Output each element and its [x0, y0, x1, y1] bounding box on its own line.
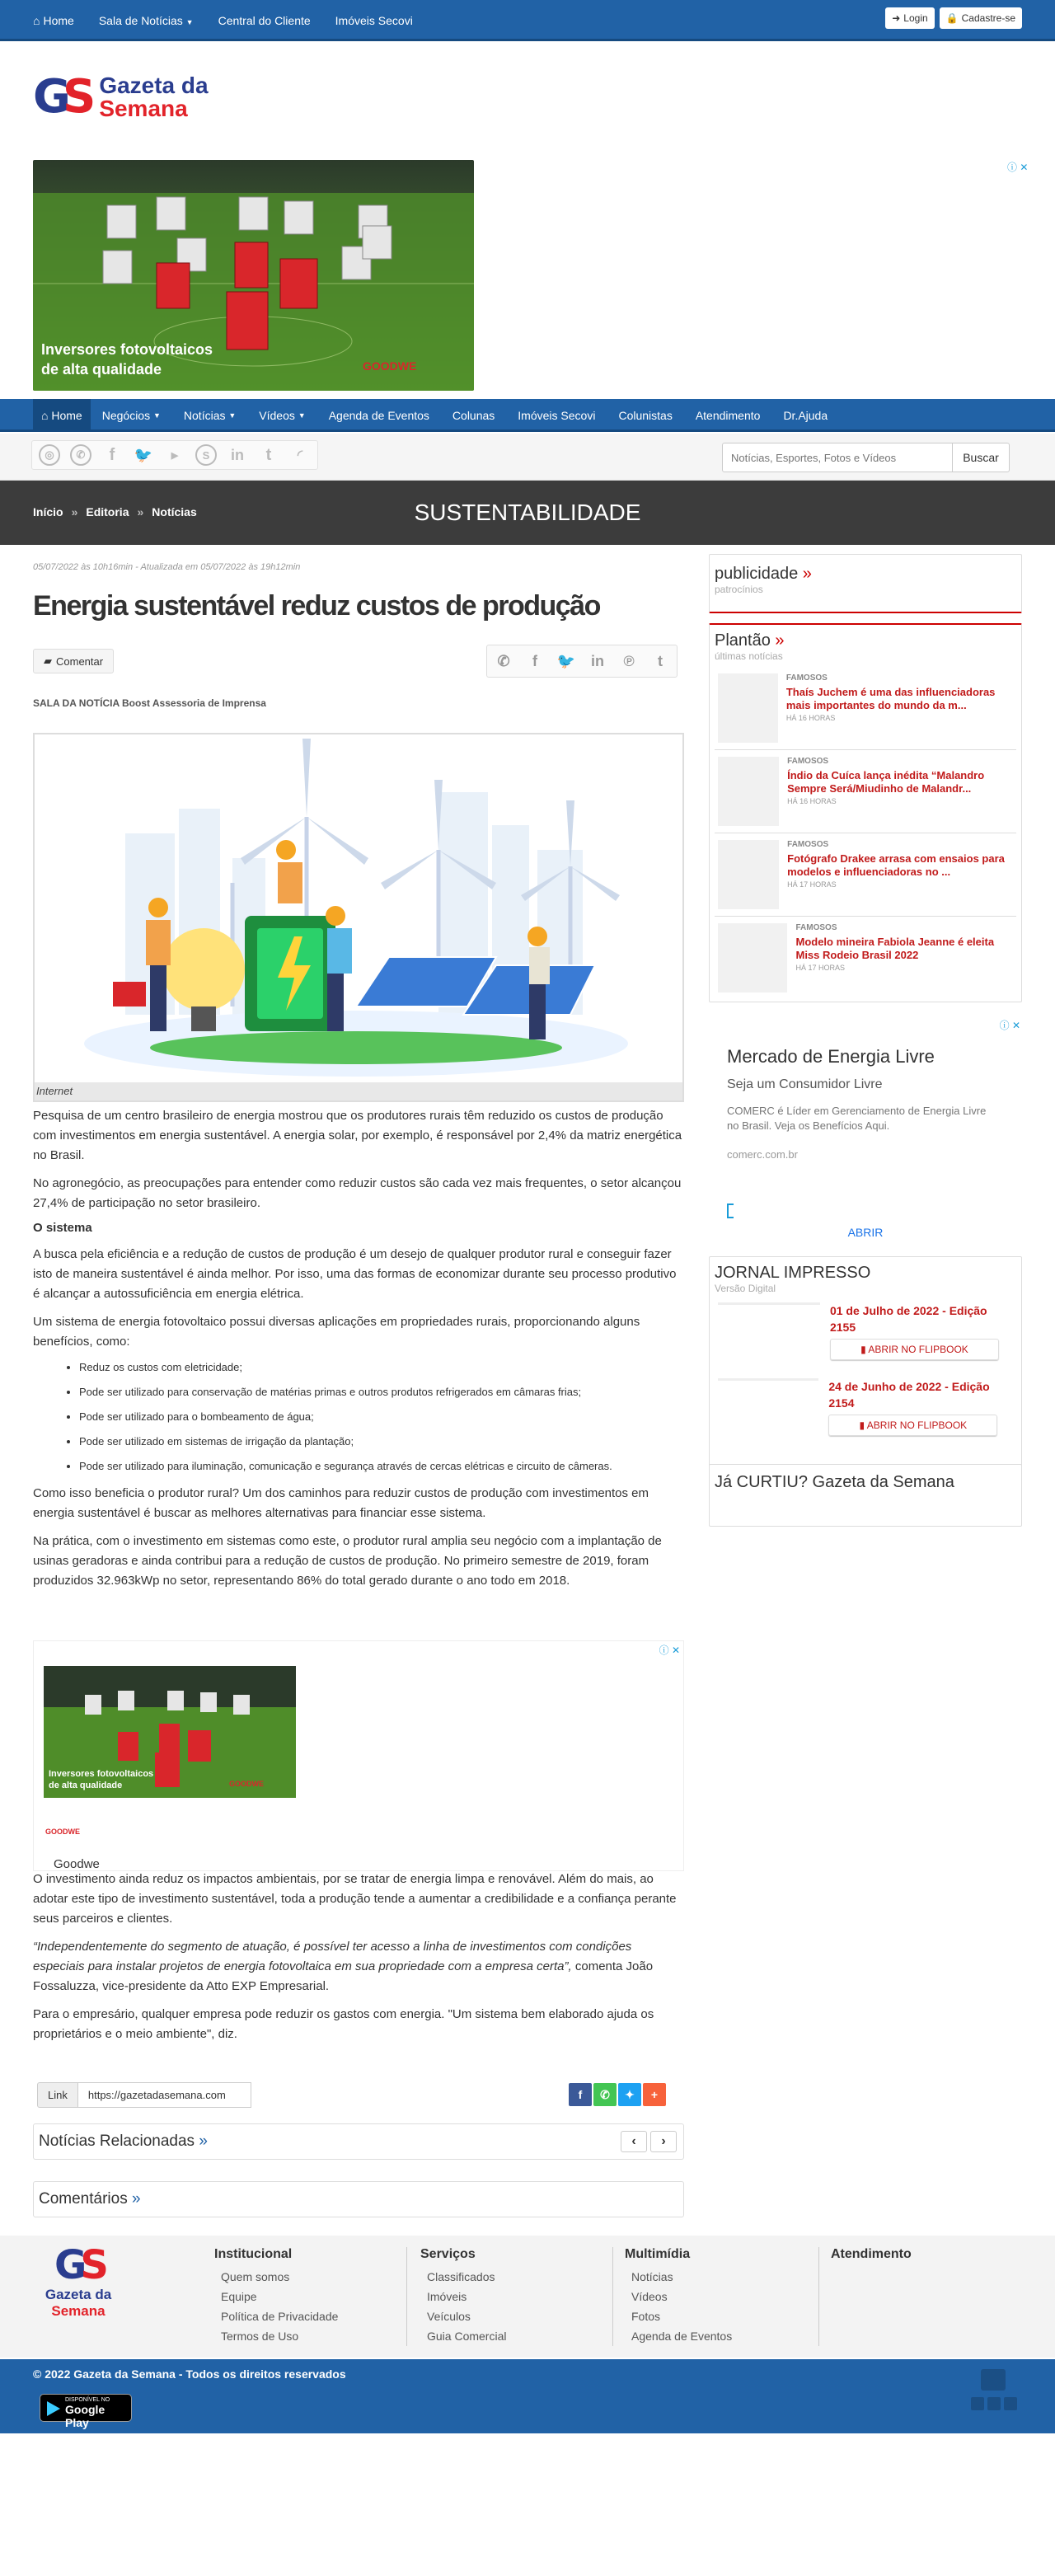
instagram-icon[interactable]: ◎	[39, 444, 60, 466]
list-item: • Pode ser utilizado em sistemas de irrigação da plantação;	[79, 1434, 684, 1449]
publicidade-title: publicidade	[715, 565, 799, 583]
news-headline: Fotógrafo Drakee arrasa com ensaios para modelos e influenciadoras no ...	[787, 852, 1005, 878]
copyright-text: © 2022 Gazeta da Semana - Todos os direitos reservados	[33, 2367, 346, 2381]
paragraph: O investimento ainda reduz os impactos ambientais, por se tratar de energia limpa e renovável. Além do mais, ao adotar este tipo de investimento sustentável, toda a produção tende a aumentar a credibilidade e a confiança perante seus parceiros e clientes.	[33, 1872, 677, 1926]
list-item: • Pode ser utilizado para iluminação, comunicação e segurança através de cercas elétricas e circuito de câmeras.	[79, 1459, 684, 1474]
article-image	[33, 733, 684, 1102]
adchoices-icon[interactable]: ⓘ ✕	[1007, 162, 1029, 173]
main-nav-videos[interactable]: Vídeos ▼	[259, 409, 306, 422]
chevron-right-icon: »	[775, 631, 785, 650]
news-category: FAMOSOS	[787, 840, 829, 849]
main-nav-agenda[interactable]: Agenda de Eventos	[328, 409, 429, 422]
ad-brand: GOODWE	[229, 1780, 264, 1788]
twitter-icon[interactable]: 🐦	[556, 652, 576, 669]
whatsapp-share-icon[interactable]: ✆	[593, 2083, 617, 2106]
list-item[interactable]	[715, 917, 1016, 999]
signup-button[interactable]: 🔒 Cadastre-se	[940, 7, 1022, 29]
paragraph: Na prática, com o investimento em sistemas como este, o produtor rural amplia seu negócio com a implantação de usinas geradoras e ainda contribui para a redução de custos de produção. No primeiro semestre de 2019, foram produzidos 32.963kWp no setor, representando 86% do total gerado durante o ano todo em 2018.	[33, 1534, 662, 1588]
top-nav-central-do-cliente[interactable]: Central do Cliente	[218, 14, 311, 27]
search-button[interactable]: Buscar	[952, 443, 1010, 472]
login-icon: ➜	[892, 12, 901, 24]
top-bar	[0, 0, 1055, 41]
footer-link[interactable]: Veículos	[427, 2310, 471, 2323]
news-time: HÁ 17 HORAS	[787, 880, 837, 889]
article-body	[33, 1106, 684, 1599]
quote: “Independentemente do segmento de atuação, é possível ter acesso a linha de investimentos com condições especiais para instalar projetos de energia fotovoltaica em sua propriedade com a empresa certa”,	[33, 1940, 632, 1973]
more-share-icon[interactable]: +	[643, 2083, 666, 2106]
adchoices-icon[interactable]: ⓘ ✕	[659, 1645, 680, 1656]
share-icons	[486, 645, 678, 678]
quote-attribution: comenta João Fossaluzza, vice-presidente da Atto EXP Empresarial.	[33, 1959, 654, 1993]
footer-brand-1: Gazeta da	[45, 2287, 112, 2302]
main-nav-colunas[interactable]: Colunas	[452, 409, 495, 422]
link-box	[37, 2082, 251, 2108]
article-title: Energia sustentável reduz custos de produção	[33, 590, 600, 622]
twitter-icon[interactable]: 🐦	[134, 446, 153, 463]
news-time: HÁ 16 HORAS	[785, 714, 836, 722]
file-icon: ▮	[860, 1344, 866, 1355]
main-nav-noticias[interactable]: Notícias ▼	[183, 409, 237, 422]
file-icon: ▮	[859, 1419, 865, 1431]
paragraph: A busca pela eficiência e a redução de custos de produção é um desejo de qualquer produtor rural e conseguir fazer isto de maneira sustentável é ainda melhor. Por isso, uma das formas de economizar durante seu processo produtivo é alcançar a autossuficiência em energia elétrica.	[33, 1247, 677, 1301]
top-ad-banner[interactable]	[33, 160, 474, 391]
related-title: Notícias Relacionadas	[39, 2133, 195, 2150]
caret-down-icon: ▼	[228, 411, 237, 420]
footer-col-servicos: Serviços Classificados Imóveis Veículos Guia Comercial	[420, 2247, 618, 2346]
social-icons	[31, 440, 318, 470]
main-nav	[0, 399, 1055, 432]
main-nav-drajuda[interactable]: Dr.Ajuda	[783, 409, 828, 422]
list-item[interactable]	[715, 750, 1016, 833]
breadcrumb-editoria[interactable]: Editoria	[86, 505, 129, 518]
footer-col-multimidia: Multimídia Notícias Vídeos Fotos Agenda de Eventos	[625, 2247, 823, 2346]
home-icon: ⌂	[41, 409, 52, 422]
news-headline: Índio da Cuíca lança inédita “Malandro Sempre Será/Miudinho de Malandr...	[787, 769, 985, 795]
sidebar-ad-title: Mercado de Energia Livre	[727, 1046, 935, 1067]
main-nav-home[interactable]: ⌂ Home	[33, 399, 91, 432]
google-play-icon	[47, 2401, 60, 2416]
news-headline: Modelo mineira Fabiola Jeanne é eleita Miss Rodeio Brasil 2022	[795, 936, 995, 961]
inline-ad[interactable]	[33, 1640, 684, 1871]
inverter-ad-image	[33, 160, 474, 391]
chevron-right-icon: »	[199, 2133, 208, 2150]
ad-text-1: Inversores fotovoltaicos	[41, 341, 213, 358]
publicidade-box	[709, 554, 1022, 613]
edition-item[interactable]	[715, 1294, 1016, 1370]
news-thumbnail	[718, 840, 779, 909]
footer-link[interactable]: Guia Comercial	[427, 2330, 507, 2343]
top-nav-home[interactable]: ⌂ Home	[33, 14, 74, 27]
list-item: • Reduz os custos com eletricidade;	[79, 1360, 684, 1375]
search-input[interactable]	[722, 443, 953, 472]
section-title: SUSTENTABILIDADE	[414, 500, 641, 525]
inline-ad-advertiser: Goodwe	[54, 1857, 100, 1870]
logo-name: Gazeta da Semana	[99, 73, 209, 121]
main-nav-atendimento[interactable]: Atendimento	[695, 409, 761, 422]
jornal-sub: Versão Digital	[715, 1283, 776, 1294]
caret-down-icon: ▼	[298, 411, 306, 420]
facebook-icon[interactable]: f	[109, 445, 115, 464]
sidebar-ad-subtitle: Seja um Consumidor Livre	[727, 1077, 883, 1091]
news-category: FAMOSOS	[795, 923, 837, 932]
comment-icon: ▰	[44, 655, 52, 667]
chevron-right-icon: »	[137, 505, 144, 518]
edition-thumbnail	[718, 1378, 818, 1438]
linkedin-icon[interactable]: in	[591, 652, 604, 669]
footer-link[interactable]: Classificados	[427, 2270, 495, 2283]
edition-title: 24 de Junho de 2022 - Edição 2154	[828, 1380, 990, 1410]
section-bar	[0, 481, 1055, 545]
news-thumbnail	[718, 757, 779, 826]
plantao-title: Plantão	[715, 631, 771, 650]
main-nav-negocios[interactable]: Negócios ▼	[101, 409, 161, 422]
paragraph: Um sistema de energia fotovoltaico possui diversas aplicações em propriedades rurais, proporcionando alguns benefícios, como:	[33, 1315, 640, 1349]
divider	[818, 2247, 819, 2346]
footer-logo[interactable]	[33, 2244, 124, 2320]
top-nav-imoveis-secovi[interactable]: Imóveis Secovi	[335, 14, 413, 27]
footer-col-atendimento: Atendimento	[831, 2247, 912, 2261]
facebook-share-icon[interactable]: f	[569, 2083, 592, 2106]
footer-link[interactable]: Termos de Uso	[221, 2330, 299, 2343]
sidebar-ad-corner-icon	[727, 1204, 734, 1218]
ad-brand: GOODWE	[363, 359, 417, 373]
ad-text-2: de alta qualidade	[41, 361, 162, 378]
jornal-title: JORNAL IMPRESSO	[715, 1264, 871, 1282]
caret-down-icon: ▼	[152, 411, 161, 420]
lock-icon: 🔒	[945, 12, 959, 24]
comments-box	[33, 2181, 684, 2217]
prev-icon[interactable]: ‹	[621, 2131, 647, 2152]
copyright-bar	[0, 2359, 1055, 2433]
publicidade-sub: patrocínios	[715, 584, 763, 595]
chevron-right-icon: »	[71, 505, 78, 518]
news-headline: Thaís Juchem é uma das influenciadoras mais importantes do mundo da m...	[785, 686, 996, 711]
footer-link[interactable]: Política de Privacidade	[221, 2310, 339, 2323]
footer-col-institucional: Institucional Quem somos Equipe Política de Privacidade Termos de Uso	[214, 2247, 412, 2346]
next-icon[interactable]: ›	[650, 2131, 677, 2152]
comments-title: Comentários	[39, 2190, 128, 2208]
inline-ad-image	[44, 1666, 296, 1798]
article-byline: SALA DA NOTÍCIA Boost Assessoria de Imprensa	[33, 697, 266, 709]
solar-illustration	[35, 734, 682, 1081]
tumblr-icon[interactable]: t	[658, 652, 663, 669]
image-caption: Internet	[35, 1082, 682, 1100]
sidebar-ad[interactable]	[709, 1018, 1022, 1249]
paragraph: Para o empresário, qualquer empresa pode reduzir os gastos com energia. "Um sistema bem elaborado ajuda os proprietários e o meio ambiente", diz.	[33, 2007, 654, 2041]
footer-logo-mark: GS	[54, 2242, 102, 2288]
footer-link[interactable]: Fotos	[631, 2310, 661, 2323]
chevron-right-icon: »	[802, 565, 812, 583]
related-pager	[621, 2131, 677, 2152]
news-thumbnail	[718, 673, 778, 743]
news-time: HÁ 16 HORAS	[787, 797, 837, 805]
link-field[interactable]: https://gazetadasemana.com	[78, 2082, 251, 2108]
facebook-icon[interactable]: f	[532, 652, 537, 669]
footer-link[interactable]: Notícias	[631, 2270, 673, 2283]
news-time: HÁ 17 HORAS	[795, 964, 846, 972]
whatsapp-icon[interactable]: ✆	[70, 444, 91, 466]
paragraph: Pesquisa de um centro brasileiro de energia mostrou que os produtores rurais têm reduzido os custos de produção com investimentos em energia sustentável. A energia solar, por exemplo, é responsável por 2,4% da matriz energética no Brasil.	[33, 1109, 682, 1162]
logo-mark: GS	[33, 70, 88, 124]
comment-button[interactable]: ▰ Comentar	[33, 649, 114, 673]
footer	[0, 2236, 1055, 2358]
rss-icon[interactable]: ◜	[297, 448, 303, 462]
divider	[406, 2247, 407, 2346]
whatsapp-icon[interactable]: ✆	[497, 652, 510, 669]
paragraph: Como isso beneficia o produtor rural? Um dos caminhos para reduzir custos de produção com investimentos em energia sustentável é buscar as melhores alternativas para financiar esse sistema.	[33, 1486, 649, 1520]
flipbook-button[interactable]: ▮ ABRIR NO FLIPBOOK	[830, 1339, 999, 1360]
sidebar-ad-desc: COMERC é Líder em Gerenciamento de Energia Livre no Brasil. Veja os Benefícios Aqui.	[727, 1105, 987, 1132]
footer-link[interactable]: Vídeos	[631, 2290, 668, 2303]
skype-icon[interactable]: S	[195, 444, 217, 466]
main-nav-items	[33, 399, 839, 432]
article-meta: 05/07/2022 às 10h16min - Atualizada em 05/07/2022 às 19h12min	[33, 562, 301, 572]
caret-down-icon: ▼	[185, 18, 194, 26]
footer-brand-2: Semana	[51, 2303, 106, 2319]
edition-title: 01 de Julho de 2022 - Edição 2155	[829, 1304, 987, 1334]
flipbook-button[interactable]: ▮ ABRIR NO FLIPBOOK	[828, 1415, 997, 1436]
footer-link[interactable]: Imóveis	[427, 2290, 467, 2303]
sidebar-ad-url: comerc.com.br	[727, 1148, 798, 1161]
news-thumbnail	[718, 923, 787, 992]
footer-link[interactable]: Quem somos	[221, 2270, 290, 2283]
footer-link[interactable]: Equipe	[221, 2290, 257, 2303]
jornal-impresso-box	[709, 1256, 1022, 1467]
youtube-icon[interactable]: ▶	[171, 450, 179, 461]
edition-item[interactable]	[715, 1370, 1016, 1446]
plantao-sub: últimas notícias	[715, 650, 783, 662]
auth-buttons	[885, 7, 1022, 29]
chat-widget-icon[interactable]	[971, 2367, 1017, 2414]
quote-paragraph	[33, 1937, 684, 1997]
linkedin-icon[interactable]: in	[231, 446, 244, 463]
curtiu-title: Já CURTIU? Gazeta da Semana	[715, 1473, 954, 1491]
twitter-share-icon[interactable]: ✦	[618, 2083, 641, 2106]
paragraph: No agronegócio, as preocupações para entender como reduzir custos são cada vez mais frequentes, o setor alcançou 27,4% de participação no setor brasileiro.	[33, 1176, 682, 1210]
inline-ad-logo: GOODWE	[45, 1828, 80, 1836]
related-news-box	[33, 2123, 684, 2160]
article-body-2	[33, 1870, 684, 2053]
breadcrumb-noticias[interactable]: Notícias	[152, 505, 197, 518]
top-nav	[33, 0, 413, 41]
list-item: • Pode ser utilizado para o bombeamento de água;	[79, 1410, 684, 1424]
divider	[612, 2247, 613, 2346]
chevron-right-icon: »	[132, 2190, 141, 2208]
ad-text-2: de alta qualidade	[49, 1781, 123, 1790]
ad-text-1: Inversores fotovoltaicos	[49, 1769, 154, 1779]
tumblr-icon[interactable]: t	[265, 445, 272, 464]
list-item: • Pode ser utilizado para conservação de matérias primas e outros produtos refrigerados em câmaras frias;	[79, 1385, 684, 1400]
curtiu-box	[709, 1464, 1022, 1527]
adchoices-icon[interactable]: ⓘ ✕	[999, 1020, 1020, 1031]
breadcrumb-inicio[interactable]: Início	[33, 505, 63, 518]
sidebar-ad-cta[interactable]: ABRIR	[847, 1226, 884, 1239]
benefits-list	[79, 1360, 684, 1474]
link-label: Link	[37, 2082, 78, 2108]
list-item[interactable]	[715, 667, 1016, 750]
site-logo[interactable]	[33, 70, 209, 124]
list-item[interactable]	[715, 833, 1016, 917]
news-category: FAMOSOS	[785, 673, 828, 683]
main-nav-colunistas[interactable]: Colunistas	[618, 409, 673, 422]
main-nav-imoveis[interactable]: Imóveis Secovi	[518, 409, 596, 422]
plantao-box	[709, 623, 1022, 1002]
share-buttons	[569, 2083, 666, 2106]
footer-link[interactable]: Agenda de Eventos	[631, 2330, 733, 2343]
edition-thumbnail	[718, 1302, 820, 1362]
subheading: O sistema	[33, 1221, 92, 1235]
login-button[interactable]: ➜ Login	[885, 7, 934, 29]
google-play-badge[interactable]: DISPONÍVEL NO Google Play	[40, 2394, 132, 2422]
news-category: FAMOSOS	[787, 757, 829, 766]
home-icon: ⌂	[33, 14, 40, 27]
pinterest-icon[interactable]: ℗	[623, 652, 635, 669]
top-nav-sala-de-noticias[interactable]: Sala de Notícias ▼	[98, 14, 194, 27]
